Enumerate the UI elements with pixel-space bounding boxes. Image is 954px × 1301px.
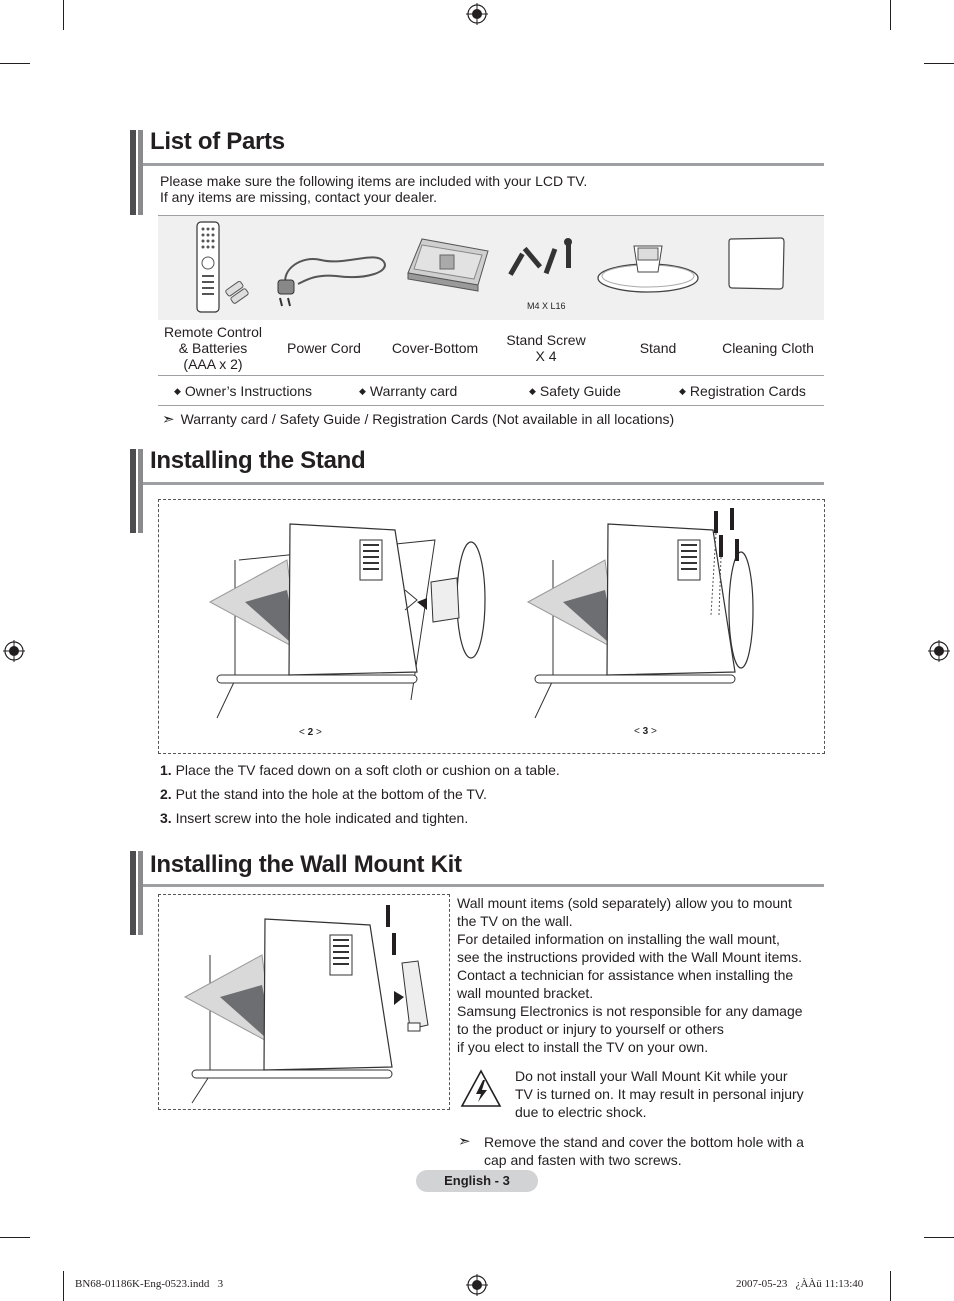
crop-mark [924,63,954,64]
wall-text-line: wall mounted bracket. [457,985,594,1001]
section-rule [143,884,824,887]
wall-text-line: Contact a technician for assistance when installing the [457,967,794,983]
part-label-line: Stand Screw [506,332,586,348]
part-label-cleaning-cloth: Cleaning Cloth [722,340,814,356]
page-number-badge: English - 3 [416,1170,538,1192]
stand-icon [596,240,700,296]
crop-mark [0,63,30,64]
wall-text-line: see the instructions provided with the Wall Mount items. [457,949,802,965]
registration-mark-icon [3,640,25,662]
section-rule [143,163,824,166]
diamond-bullet-icon: ◆ [679,386,686,396]
crop-mark [63,1271,64,1301]
stand-figure-3 [523,505,823,720]
wall-text-line: to the product or injury to yourself or others [457,1021,724,1037]
accessory-item [529,383,621,399]
wall-text-line: if you elect to install the TV on your own. [457,1039,709,1055]
wall-mount-description [457,894,803,1056]
electric-shock-warning-icon [460,1068,502,1110]
wall-mount-figure [180,905,440,1105]
registration-mark-icon [466,1274,488,1296]
crop-mark [63,0,64,30]
accessory-label: Warranty card [369,383,458,399]
step-number: 2. [160,786,172,802]
accessories-row [158,375,824,406]
part-label-line: (AAA x 2) [183,356,243,372]
wall-text-line: Wall mount items (sold separately) allow you to mount [457,895,792,911]
step-text: Place the TV faced down on a soft cloth or cushion on a table. [175,762,560,778]
step-text: Put the stand into the hole at the bottom of the TV. [175,786,487,802]
figure-caption: < 2 > [299,727,322,738]
crop-mark [924,1237,954,1238]
section-title-list-of-parts: List of Parts [150,128,285,155]
accessory-label: Safety Guide [539,383,621,399]
note-arrow-icon: ➣ [458,1133,471,1150]
crop-mark [0,1237,30,1238]
accessory-item [679,383,806,399]
step-number: 1. [160,762,172,778]
diamond-bullet-icon: ◆ [529,386,536,396]
part-label-cover-bottom: Cover-Bottom [391,340,479,356]
footer-file-name: BN68-01186K-Eng-0523.indd 3 [75,1278,224,1290]
step-number: 3. [160,810,172,826]
section-title-installing-stand: Installing the Stand [150,447,366,474]
footer-timestamp: 2007-05-23 ¿ÀÀü 11:13:40 [736,1278,864,1290]
stand-step [160,810,468,826]
parts-intro-line: Please make sure the following items are included with your LCD TV. [160,173,588,189]
part-label-line: & Batteries [178,340,248,356]
parts-intro-line: If any items are missing, contact your dealer. [160,189,438,205]
stand-figure-2 [205,520,505,720]
accessory-item [359,383,457,399]
power-cord-icon [276,240,390,310]
figure-number: 3 [642,726,649,737]
diamond-bullet-icon: ◆ [174,386,181,396]
warning-text [515,1067,804,1121]
stand-screws-icon [508,238,580,284]
parts-note-text: Warranty card / Safety Guide / Registration Cards (Not available in all locations) [180,411,675,427]
figure-number: 2 [307,727,314,738]
part-label-line: Remote Control [163,324,263,340]
section-rule [143,482,824,485]
section-bar [130,130,143,215]
note-arrow-icon: ➣ [162,411,175,428]
diamond-bullet-icon: ◆ [359,386,366,396]
part-label-stand-screw [496,332,596,364]
accessory-label: Registration Cards [689,383,806,399]
part-label-line: X 4 [535,348,557,364]
crop-mark [890,0,891,30]
crop-mark [890,1271,891,1301]
remote-control-icon [195,221,251,313]
accessory-item [174,383,312,399]
section-title-wall-mount: Installing the Wall Mount Kit [150,851,462,878]
parts-note [162,411,674,428]
wall-text-line: Samsung Electronics is not responsible for any damage [457,1003,803,1019]
cleaning-cloth-icon [727,236,787,292]
figure-caption: < 3 > [634,726,657,737]
warning-line: TV is turned on. It may result in personal injury [515,1086,804,1102]
warning-line: due to electric shock. [515,1104,647,1120]
accessory-label: Owner’s Instructions [184,383,313,399]
part-label-remote [158,324,268,372]
wall-note-line: Remove the stand and cover the bottom hole with a [484,1134,804,1150]
parts-intro [160,173,587,205]
wall-note [458,1133,804,1169]
wall-note-line: cap and fasten with two screws. [484,1152,682,1168]
registration-mark-icon [928,640,950,662]
stand-step [160,786,487,802]
step-text: Insert screw into the hole indicated and tighten. [175,810,469,826]
part-label-stand: Stand [639,340,677,356]
wall-text-line: For detailed information on installing the wall mount, [457,931,780,947]
section-bar [130,449,143,533]
registration-mark-icon [466,3,488,25]
wall-text-line: the TV on the wall. [457,913,573,929]
stand-step [160,762,560,778]
screw-size-label: M4 X L16 [527,301,566,311]
part-label-power-cord: Power Cord [287,340,361,356]
warning-line: Do not install your Wall Mount Kit while your [515,1068,788,1084]
cover-bottom-icon [402,233,492,295]
section-bar [130,851,143,935]
